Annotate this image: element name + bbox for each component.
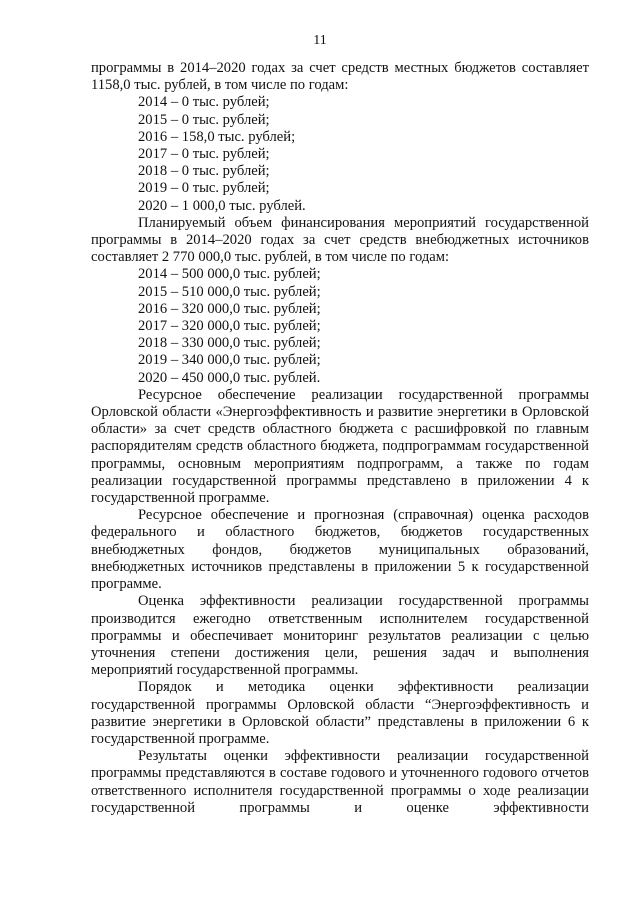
list-item: 2018 – 0 тыс. рублей; xyxy=(138,163,270,180)
list-item: 2017 – 320 000,0 тыс. рублей; xyxy=(138,318,321,335)
paragraph-evaluation-results: Результаты оценки эффективности реализации государственной программы представляются в составе годового и уточненного годового отчетов ответственного исполнителя государственной программы о ходе реализации государственной программы и оценке эффективности xyxy=(91,748,589,816)
list-item: 2015 – 0 тыс. рублей; xyxy=(138,111,270,128)
paragraph-evaluation-methodology: Порядок и методика оценки эффективности реализации государственной программы Орловской области “Энергоэффективность и развитие энергетики в Орловской области” представлены в приложении 6 к государственной программе. xyxy=(91,679,589,747)
paragraph-resource-forecast: Ресурсное обеспечение и прогнозная (справочная) оценка расходов федерального и областного бюджетов, бюджетов государственных внебюджетных фондов, бюджетов муниципальных образований, внебюджетных источников представлены в приложении 5 к государственной программе. xyxy=(91,507,589,593)
list-item: 2018 – 330 000,0 тыс. рублей; xyxy=(138,335,321,352)
list-item: 2014 – 0 тыс. рублей; xyxy=(138,94,270,111)
list-item: 2020 – 450 000,0 тыс. рублей. xyxy=(138,369,321,386)
paragraph-local-budget-funding: программы в 2014–2020 годах за счет средств местных бюджетов составляет 1158,0 тыс. рублей, в том числе по годам: xyxy=(91,60,589,94)
page-number: 11 xyxy=(313,33,327,48)
local-budget-by-year-list xyxy=(91,94,589,214)
list-item: 2019 – 0 тыс. рублей; xyxy=(138,180,270,197)
paragraph-extrabudgetary-funding: Планируемый объем финансирования мероприятий государственной программы в 2014–2020 годах за счет средств внебюджетных источников составляет 2 770 000,0 тыс. рублей, в том числе по годам: xyxy=(91,214,589,266)
paragraph-efficiency-evaluation: Оценка эффективности реализации государственной программы производится ежегодно ответственным исполнителем государственной программы и обеспечивает мониторинг результатов реализации с целью уточнения степени достижения цели, решения задач и выполнения мероприятий государственной программы. xyxy=(91,593,589,679)
list-item: 2016 – 158,0 тыс. рублей; xyxy=(138,128,296,145)
list-item: 2017 – 0 тыс. рублей; xyxy=(138,146,270,163)
document-body xyxy=(91,60,589,817)
extrabudgetary-by-year-list xyxy=(91,266,589,386)
list-item: 2016 – 320 000,0 тыс. рублей; xyxy=(138,300,321,317)
list-item: 2020 – 1 000,0 тыс. рублей. xyxy=(138,197,306,214)
list-item: 2019 – 340 000,0 тыс. рублей; xyxy=(138,352,321,369)
paragraph-resource-support: Ресурсное обеспечение реализации государственной программы Орловской области «Энергоэффективность и развитие энергетики в Орловской области» за счет средств областного бюджета с расшифровкой по главным распорядителям средств областного бюджета, подпрограммам государственной программы, основным мероприятиям подпрограмм, а также по годам реализации государственной программы представлено в приложении 4 к государственной программе. xyxy=(91,386,589,507)
list-item: 2014 – 500 000,0 тыс. рублей; xyxy=(138,266,321,283)
list-item: 2015 – 510 000,0 тыс. рублей; xyxy=(138,283,321,300)
